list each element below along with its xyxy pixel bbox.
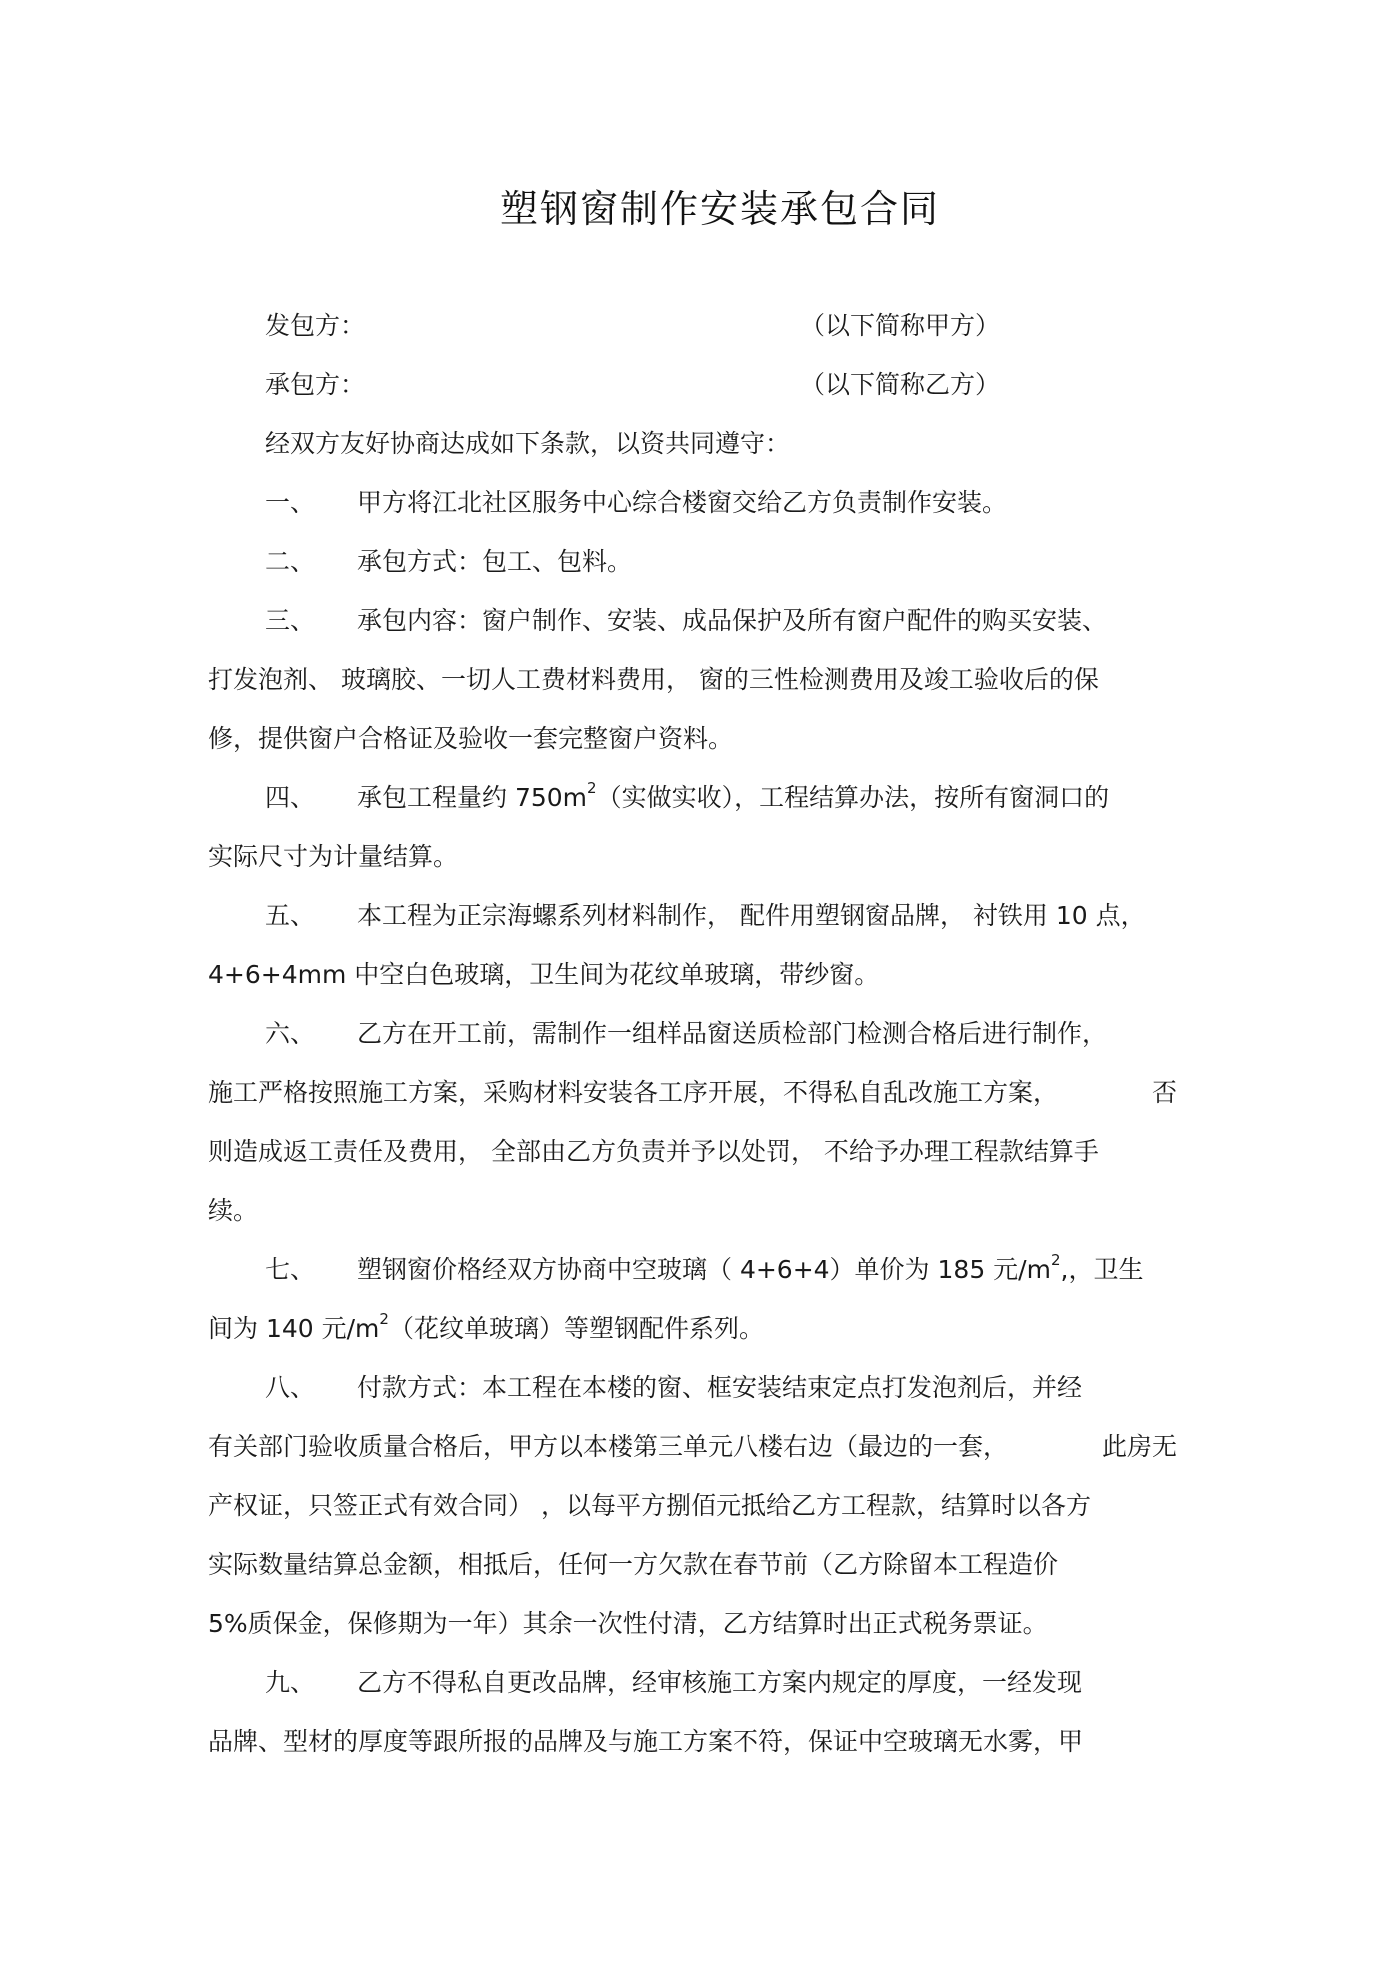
clause-9-line-2: 品牌、型材的厚度等跟所报的品牌及与施工方案不符，保证中空玻璃无水雾，甲 <box>208 1727 1084 1756</box>
clause-3-line-2: 打发泡剂、 玻璃胶、一切人工费材料费用， 窗的三性检测费用及竣工验收后的保 <box>208 665 1099 694</box>
clause-3-number: 三、 <box>265 606 316 635</box>
clause-8-line-2: 有关部门验收质量合格后，甲方以本楼第三单元八楼右边（最边的一套， <box>208 1432 1009 1461</box>
clause-7-text-c: 间为 140 元/m <box>208 1314 380 1343</box>
clause-6-line-1: 乙方在开工前，需制作一组样品窗送质检部门检测合格后进行制作， <box>357 1019 1108 1048</box>
contractor-label: 承包方： <box>265 370 366 399</box>
clause-1-text: 甲方将江北社区服务中心综合楼窗交给乙方负责制作安装。 <box>357 488 1008 517</box>
clause-3-line-3: 修，提供窗户合格证及验收一套完整窗户资料。 <box>208 724 734 753</box>
issuer-label: 发包方： <box>265 311 366 340</box>
clause-6-line-3: 则造成返工责任及费用， 全部由乙方负责并予以处罚， 不给予办理工程款结算手 <box>208 1137 1099 1166</box>
clause-1-number: 一、 <box>265 488 316 517</box>
contractor-note: （以下简称乙方） <box>800 370 1001 399</box>
clause-8-line-5: 5%质保金，保修期为一年）其余一次性付清，乙方结算时出正式税务票证。 <box>208 1609 1048 1638</box>
clause-8-line-3: 产权证，只签正式有效合同） ，以每平方捌佰元抵给乙方工程款，结算时以各方 <box>208 1491 1091 1520</box>
clause-4-text-b: （实做实收），工程结算办法，按所有窗洞口的 <box>596 783 1110 812</box>
clause-4-superscript: 2 <box>587 779 597 797</box>
clause-7-text-d: （花纹单玻璃）等塑钢配件系列。 <box>388 1314 764 1343</box>
intro-text: 经双方友好协商达成如下条款，以资共同遵守： <box>265 429 791 458</box>
clause-8-line-1: 付款方式：本工程在本楼的窗、框安装结束定点打发泡剂后，并经 <box>357 1373 1083 1402</box>
clause-2-number: 二、 <box>265 547 316 576</box>
clause-7-line-1 <box>357 1253 1143 1287</box>
clause-7-line-2 <box>208 1312 764 1346</box>
clause-9-line-1: 乙方不得私自更改品牌，经审核施工方案内规定的厚度，一经发现 <box>357 1668 1083 1697</box>
clause-8-line-4: 实际数量结算总金额，相抵后，任何一方欠款在春节前（乙方除留本工程造价 <box>208 1550 1059 1579</box>
clause-5-line-2: 4+6+4mm 中空白色玻璃，卫生间为花纹单玻璃，带纱窗。 <box>208 960 880 989</box>
clause-6-line-2: 施工严格按照施工方案，采购材料安装各工序开展，不得私自乱改施工方案， <box>208 1078 1059 1107</box>
clause-7-number: 七、 <box>265 1255 316 1284</box>
clause-5-line-1: 本工程为正宗海螺系列材料制作， 配件用塑钢窗品牌， 衬铁用 10 点， <box>357 901 1146 930</box>
clause-6-number: 六、 <box>265 1019 316 1048</box>
clause-6-line-4: 续。 <box>208 1196 259 1225</box>
issuer-note: （以下简称甲方） <box>800 311 1001 340</box>
clause-4-text-a: 承包工程量约 750m <box>357 783 588 812</box>
clause-7-superscript-a: 2 <box>1050 1251 1061 1269</box>
clause-4-number: 四、 <box>265 783 316 812</box>
clause-8-line-2-end: 此房无 <box>1102 1432 1178 1461</box>
clause-6-line-2-end: 否 <box>1152 1078 1178 1107</box>
clause-7-text-b: ,，卫生 <box>1060 1255 1144 1284</box>
clause-2-text: 承包方式：包工、包料。 <box>357 547 633 576</box>
clause-9-number: 九、 <box>265 1668 316 1697</box>
clause-8-number: 八、 <box>265 1373 316 1402</box>
clause-4-line-1 <box>357 781 1109 815</box>
clause-3-line-1: 承包内容：窗户制作、安装、成品保护及所有窗户配件的购买安装、 <box>357 606 1108 635</box>
clause-7-text-a: 塑钢窗价格经双方协商中空玻璃（ 4+6+4）单价为 185 元/m <box>357 1255 1051 1284</box>
clause-5-number: 五、 <box>265 901 316 930</box>
page-title: 塑钢窗制作安装承包合同 <box>499 187 940 231</box>
clause-7-superscript-b: 2 <box>379 1310 389 1328</box>
clause-4-line-2: 实际尺寸为计量结算。 <box>208 842 459 871</box>
